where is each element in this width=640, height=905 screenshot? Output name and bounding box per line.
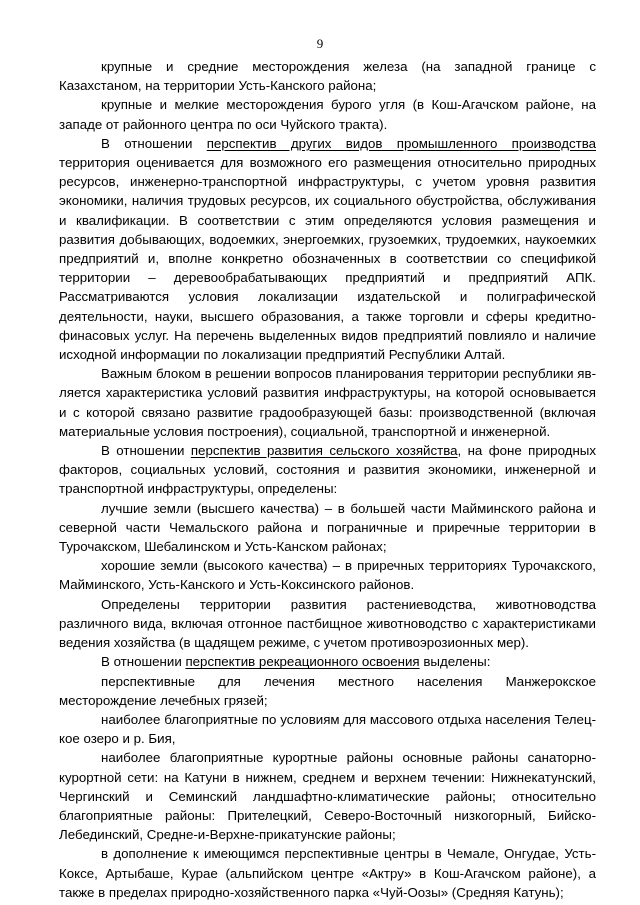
paragraph-good-lands: хорошие земли (высокого качества) – в приречных территориях Турочакского, Майминского, Усть-Канского и Усть-Коксинского районов. [59, 558, 596, 593]
paragraph-continuation: территория оценивается для возможного его размещения относительно природных ресурсов, инженерно-транспортной инфраструктуры, с учетом уровня развития экономики, наличия трудовых ресурсов, их социального обустройства, обслуживания и квалификации. В соответствии с этим определяются условия размещения и развития добывающих, водоемких, энергоемких, грузоемких, трудоемких, наукоемких предприятий и, вполне конкретно обозначенных в соответствии со спецификой территории – деревообрабатывающих предприятий и предприятий АПК. Рассматриваются условия локализации издательской и полиграфической деятельности, науки, высшего образования, а также торговли и сферы кредитно-финасовых услуг. На перечень выделенных видов предприятий повлияло и наличие исходной информации по локализации предприятий Республики Алтай. [59, 155, 596, 363]
paragraph-best-lands: лучшие земли (высшего качества) – в большей части Майминского района и северной части Чемальского района и пограничные и приречные территории в Турочакском, Шебалинском и Усть-Канском районах; [59, 500, 596, 555]
paragraph-iron-deposits: крупные и средние месторождения железа (на западной границе с Казахстаном, на территории Усть-Канского района; [59, 59, 596, 94]
body-text [59, 57, 596, 902]
paragraph-resort-areas: наиболее благоприятные курортные районы основные районы санаторно-курортной сети: на Катуни в нижнем, среднем и верхнем течении: Нижнекатунский, Чергинский и Семинский ландшафтно-климатические районы; относительно благоприятные районы: Прителецкий, Северо-Восточный низкогорный, Бийско-Лебединский, Средне-и-Верхне-прикатунские районы; [59, 750, 596, 843]
paragraph-industrial-prospects [59, 134, 596, 364]
paragraph-prospective-centers: в дополнение к имеющимся перспективные центры в Чемале, Онгудае, Усть-Коксе, Артыбаше, Курае (альпийском центре «Актру» в Кош-Агачском районе), а также в пределах природно-хозяйственного парка «Чуй-Оозы» (Средняя Катунь); [59, 846, 596, 900]
paragraph-prefix: В отношении [101, 135, 207, 151]
page-number: 9 [316, 36, 324, 51]
paragraph-crop-livestock: Определены территории развития растениеводства, животноводства различного вида, включая отгонное пастбищное животноводство с характеристиками ведения хозяйства (в щадящем режиме, с учетом противоэрозионных мер). [59, 596, 596, 651]
paragraph-continuation: , на фоне природных факторов, социальных условий, состояния и развития экономики, инженерной и транспортной инфраструктуры, определены: [59, 443, 596, 497]
paragraph-recreation-prospects [59, 652, 596, 671]
paragraph-agriculture-prospects [59, 441, 596, 499]
paragraph-mud-deposit: перспективные для лечения местного населения Манжерокское месторождение лечебных грязей; [59, 673, 596, 708]
paragraph-prefix: В отношении [101, 654, 186, 670]
paragraph-infrastructure: Важным блоком в решении вопросов планирования территории республики является характеристика условий развития инфраструктуры, на которой основывается и с которой связано развитие градообразующей базы: производственной (включая материальные условия построения), социальной, транспортной и инженерной. [59, 366, 596, 439]
underlined-term-recreation: перспектив рекреационного освоения [185, 654, 420, 670]
paragraph-continuation: выделены: [419, 654, 491, 670]
underlined-term-industry: перспектив других видов промышленного производства [206, 135, 597, 151]
paragraph-prefix: В отношении [101, 443, 191, 459]
paragraph-brown-coal-deposits: крупные и мелкие месторождения бурого угля (в Кош-Агачском районе, на западе от районного центра по оси Чуйского тракта). [59, 97, 596, 132]
paragraph-teletskoye-lake: наиболее благоприятные по условиям для массового отдыха населения Телецкое озеро и р. Бия, [59, 711, 596, 747]
underlined-term-agriculture: перспектив развития сельского хозяйства [190, 443, 458, 459]
